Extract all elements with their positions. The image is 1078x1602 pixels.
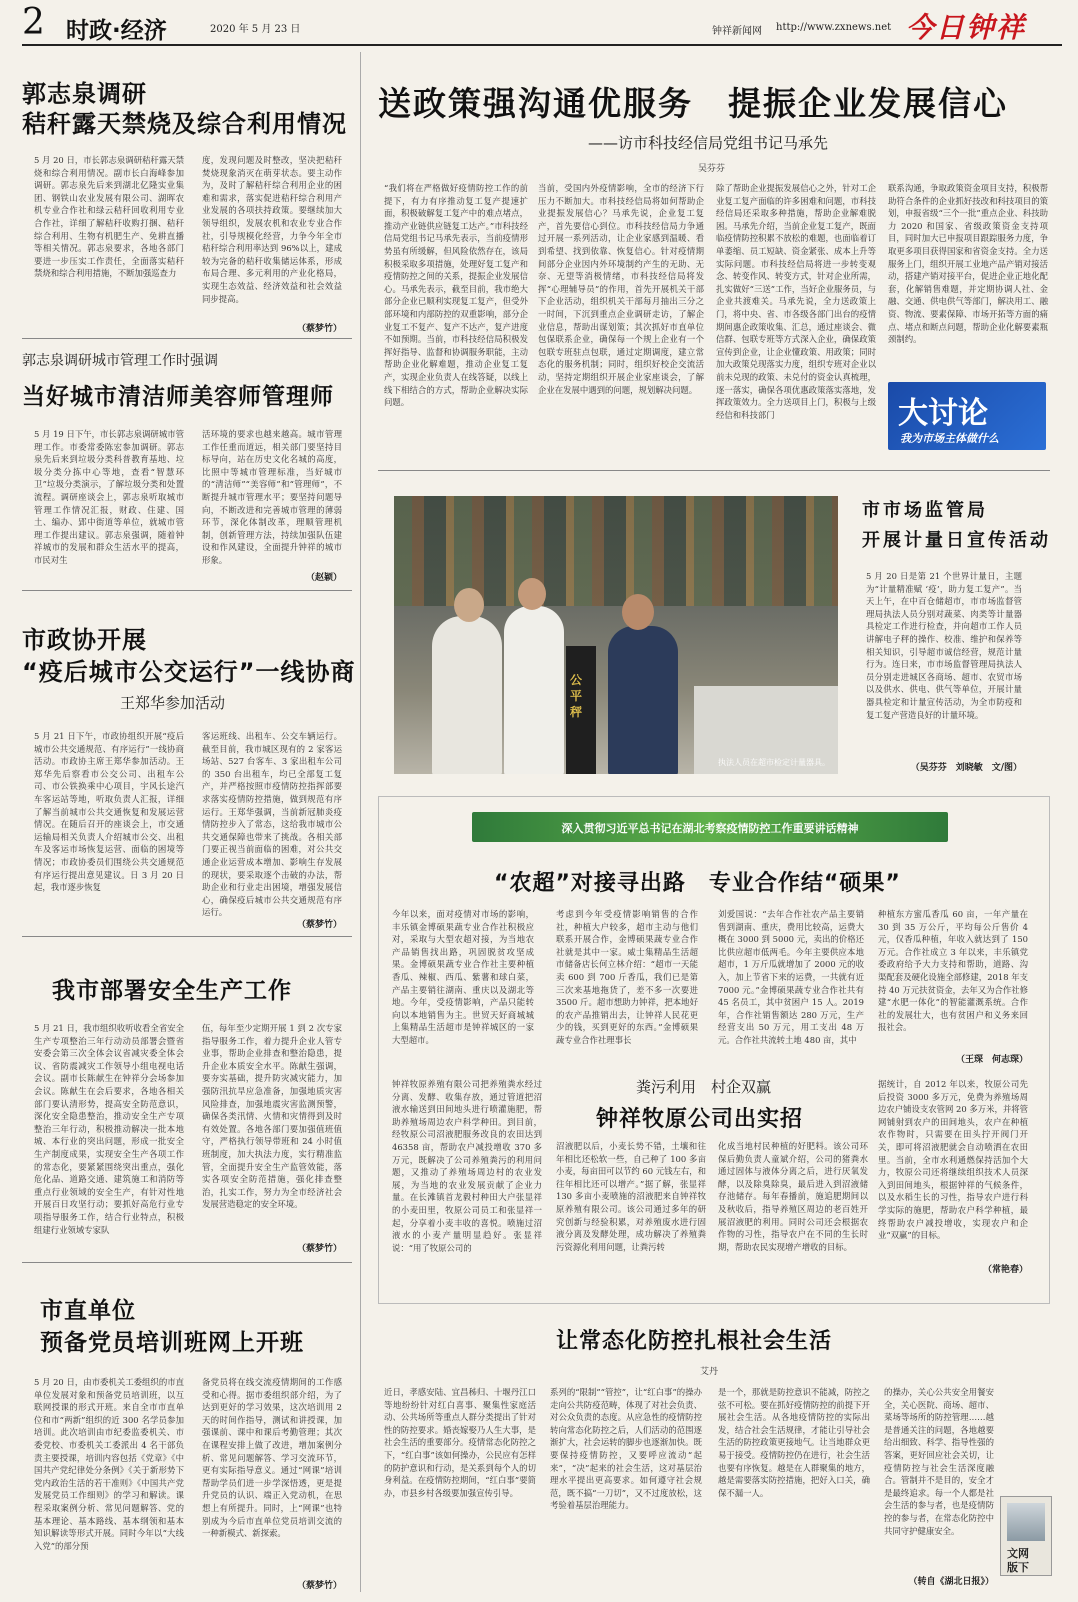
headline: “疫后城市公交运行”一线协商 xyxy=(22,658,356,686)
article-text: 沼液肥以后，小麦长势不错，土壤和往年相比还松软一些，自己种了 100 多亩小麦，每亩田可以节约 60 元钱左右，和往年相比还可以增产。”据了解，张显祥 130 多亩小麦喷施的沼液肥来自钟祥牧原养殖有限公司。该公司通过多年的研究创新与经验积累，对养殖废水进行固液分离及发酵处理，成功解决了养殖粪污资源化利用问题，让粪污转 xyxy=(556,1141,706,1252)
photo-caption: 执法人员在超市检定计量器具。 xyxy=(718,758,830,767)
section-name: 时政·经济 xyxy=(66,18,167,44)
site-url[interactable]: http://www.zxnews.net xyxy=(776,22,892,33)
column-separator xyxy=(360,52,361,1592)
article-text: 联系沟通，争取政策资金项目支持，积极帮助符合条件的企业抓好技改和科技项目的策划，申报省级“三个一批”重点企业、科技助力 2020 和国家、省级政策资金支持项目，同时加大已申报项目跟踪服务力度，争取更多项目获得国家和省资金支持。全力送服务上门，组织开展工业地产品产销对接活动，搭建产销对接平台，促进企业正地化配套，化解销售难题，并定期协调人社、金融、交通、供电供气等部门，解决用工、融资、物流、要素保障、市场开拓等方面的痛点、堵点和断点问题，帮助企业化解要素瓶颈制约。 xyxy=(888,183,1048,345)
article-text: 5 月 20 日，市长郭志泉调研秸秆露天禁烧和综合利用情况。副市长白海峰参加调研。郭志泉先后来到湖北亿隆实业集团、钢铁山农业发展有限公司、湖晖农机专业合作社和绿云秸秆回收利用专业合作社，详细了解秸秆收购打捆、秸秆综合利用、生物有机肥生产、免耕直播等相关情况。郭志泉要求，各地各部门要进一步压实工作责任，全面落实秸秆禁烧和综合利用措施，不断加强巡查力 xyxy=(34,155,184,279)
byline: （蔡梦竹） xyxy=(296,324,342,334)
article-text: 系列的“限制”“管控”，让“红白事”的操办走向公共防疫范畴，体现了对社会负责、对公众负责的态度。从应急性的疫情防控转向常态化防控之后，人们活动的范围逐渐扩大，社会运转的脚步也逐渐加快。既要保持疫情防控，又要呼应流动“起来”，“决”起来的社会生活，这对基层治理水平提出更高要求。如何遵守社会规范，既不搞“一刀切”，又不过度放松，这考验着基层治理能力。 xyxy=(550,1387,702,1511)
byline: （蔡梦竹） xyxy=(296,1244,342,1254)
article-text: 伍，每年至少定期开展 1 到 2 次专家指导服务工作，着力提升企业人管专业事，帮助企业排查和整治隐患，提升企业本质安全水平。陈献生强调，要夯实基础，提升防灾减灾能力，加强防汛抗旱应急准备，加强地质灾害风险排查，加强地震灾害监测预警，确保各类汛情、火情和灾情得到及时有效处置。各地各部门要加强值班值守，严格执行领导带班和 24 小时值班制度，加大执法力度，实行精准监管，全面提升安全生产监管效能，落实各项安全防范措施，强化排查整治，扎实工作，努力为全市经济社会发展营造稳定的安全环境。 xyxy=(202,1023,342,1210)
byline: （王琛 何志琛） xyxy=(955,1055,1028,1065)
article-text: 备党员将在线交流疫情期间的工作感受和心得。据市委组织部介绍，为了达到更好的学习效果，这次培训用 2 天的时间作指导，测试和讲授课，加强课前、课中和课后考勤管理；其次在课程安排上做了改进，增加案例分析、常见问题解答、学习交流环节，更有实际指导意义。通过“网课”培训帮助学员们进一步学深悟透，更是提升党员的认识、端正入党动机，在思想上有所提升。同时，上“网课”也特别成为今后市直单位党员培训交流的一种新模式、新探索。 xyxy=(202,1377,342,1539)
corner-badge-image xyxy=(1007,1503,1045,1541)
photo-person xyxy=(622,594,654,630)
campaign-badge-subtitle: 我为市场主体做什么 xyxy=(900,432,999,445)
article-text: 是一个，那就是防控意识不能减，防控之弦不可松。要在抓好疫情防控的前提下开展社会生活。从各地疫情防控的实际出发，结合社会生活规律，才能让引导社会生活的防控政策更接地气。让当地群众更易于接受。疫情防控仍在进行，社会生活也要有序恢复。越是在人群聚集的地方，越是需要落实防控措施，把好入口关，确保不漏一人。 xyxy=(718,1387,870,1498)
headline: 让常态化防控扎根社会生活 xyxy=(556,1329,833,1354)
lead-headline: 送政策强沟通优服务 提振企业发展信心 xyxy=(378,84,1008,123)
photo-person xyxy=(432,616,502,774)
theme-banner-text: 深入贯彻习近平总书记在湖北考察疫情防控工作重要讲话精神 xyxy=(561,822,859,835)
author: 艾丹 xyxy=(700,1367,719,1377)
article-text: 5 月 19 日下午，市长郭志泉调研城市管理工作。市委常委陈宏参加调研。郭志泉先后来到垃圾分类科普教育基地、垃圾分类分拣中心等地，查看“智慧环卫”垃圾分类演示，了解垃圾分类和处置流程。调研座谈会上，郭志泉听取城市管理工作情况汇报，财政、住建、国土、编办、郢中街道等单位，就城市管理工作提出建议。郭志泉强调，随着钟祥城市的发展和群众生活水平的提高，市民对生 xyxy=(34,429,184,565)
headline: 市直单位 xyxy=(40,1298,136,1324)
headline: 钟祥牧原公司出实招 xyxy=(596,1107,804,1132)
article-text: 钟祥牧原养殖有限公司把养殖粪水经过分离、发酵、收集存放，通过管道把沼液水输送到田间地头进行喷灌施肥，帮助养殖场周边农户科学种田。到目前，经牧原公司沼液肥服务改良的农田达到 46358 亩，帮助农户减投增收 370 多万元，既解决了公司养殖粪污的利用问题，又推动了养殖场周边村的农业发展，为当地的农业发展贡献了企业力量。在长滩镇首龙毅村种田大户张显祥的小麦田里，牧原公司员工和张显祥一起，分享着小麦丰收的喜悦。喷施过沼液水的小麦产量明显趋好。张显祥说：“用了牧原公司的 xyxy=(392,1079,542,1253)
reporter: 吴芬芬 xyxy=(698,164,726,174)
masthead-rule xyxy=(22,44,1062,46)
issue-date: 2020 年 5 月 23 日 xyxy=(210,24,301,35)
byline: （蔡梦竹） xyxy=(296,920,342,930)
article-text: 度，发现问题及时整改，坚决把秸秆焚烧现象消灭在萌芽状态。要主动作为，及时了解秸秆综合利用企业的困难和需求，落实促进秸秆综合利用产业发展的各项扶持政策。要继续加大领导组织，发展农机和农业专业合作社，引导规模化经营，力争今年全市秸秆综合利用率达到 96%以上，建成较为完备的秸秆收集储运体系，形成布局合理、多元利用的产业化格局，实现生态效益、经济效益和社会效益同步提高。 xyxy=(202,155,342,304)
campaign-badge xyxy=(888,382,1046,450)
photo-scale-label: 公平秤 xyxy=(570,673,583,719)
corner-badge-text: 文网 xyxy=(1007,1547,1029,1560)
article-text: 刘爱国说：“去年合作社农产品主要销售到湖南、重庆，费用比较高，运费大概在 3000 到 5000 元，卖出的价格还比供应超市低两毛。今年主要供应本地超市，1 万斤瓜就增加了 2000 元的收入，加上节省下来的运费，一共就有近 7000 元。”金博硕果蔬专业合作社共有 45 名员工，其中贫困户 15 人。2019 年，合作社销售额达 280 万元，生产经营支出 50 万元，用工支出 48 万元。合作社共流转土地 480 亩，其中 xyxy=(718,909,864,1045)
corner-badge-text: 版下 xyxy=(1007,1561,1029,1574)
headline: 开展计量日宣传活动 xyxy=(862,530,1051,551)
article-text: 据统计，自 2012 年以来，牧原公司先后投资 3000 多万元，免费为养殖场周边农户铺设支农管网 20 多万米，并将管网铺射到农户的田间地头，农户在种植农作物时，只需要在田头拧开阀门开关，即可将沼液肥就会自动喷洒在农田里。当前，全市水利通燃保持活加个大力，牧原公司还将继续组织技术人员深入到田间地头，根据钟祥的气候条件，以及水稻生长的习性，指导农户进行科学实际的施肥，帮助农户科学种植，最终帮助农户减投增收，实现农户和企业“双赢”的目标。 xyxy=(878,1079,1028,1241)
headline: 市市场监管局 xyxy=(862,500,988,521)
headline: 当好城市清洁师美容师管理师 xyxy=(22,384,334,410)
site-name: 钟祥新闻网 xyxy=(712,26,762,37)
article-divider xyxy=(22,1262,352,1263)
article-text: 5 月 21 日，我市组织收听收看全省安全生产专项整治三年行动动员部署会暨省安委会第三次全体会议省减灾委全体会议、省防震减灾工作领导小组电视电话会议。副市长陈献生在钟祥分会场参加会议。陈献生在会后要求，各地各相关部门要认清形势，提高安全防范意识，深化安全隐患整治，推动安全生产专项整治三年行动，积极推动解决一批本地城、本行业的突出问题，形成一批安全生产制度成果，实现安全生产各项工作的常态化，要紧紧围绕突出重点，强化危化品、道路交通、建筑施工和消防等重点行业领域的安全生产，有针对性地开展百日攻坚行动；要抓好高危行业专项指导服务工作，结合行业特点，积极组建行业领域专家队 xyxy=(34,1023,184,1235)
photo-person xyxy=(518,578,546,610)
paper-logo: 今日钟祥 xyxy=(906,11,1027,44)
news-photo xyxy=(394,496,838,774)
headline: 市政协开展 xyxy=(22,626,147,654)
headline: 秸秆露天禁烧及综合利用情况 xyxy=(22,110,347,138)
subheadline: 王郑华参加活动 xyxy=(120,694,226,712)
article-text: 种植东方蜜瓜香瓜 60 亩，一年产量在 30 到 35 万公斤，平均每公斤售价 4 元，仅香瓜种植，年收入就达到了 150 万元。合作社成立 3 年以来，丰乐镇党委政府给予大力支持和帮助，道路、沟渠配套及硬化设施全部修建，2018 年支持 40 万元扶贫资金，去年又为合作社修建“水肥一体化”的智能灌溉系统。合作社的发展壮大，也有贫困户和义务来回报社会。 xyxy=(878,909,1028,1033)
article-text: 近日，孝感安陆、宜昌秭归、十堰丹江口等地纷纷针对红白喜事、聚集性家庭活动、公共场所等重点人群分类提出了针对性的防控要求。婚丧嫁娶乃人生大事，是社会生活的重要部分。疫情常态化防控之下，“红白事”该如何操办，公民应有怎样的防护意识和行动，是关系到每个人的切身利益。在疫情防控期间，“红白事”要简办，市县乡村各级要加强宣传引导。 xyxy=(384,1387,536,1498)
byline: （赵颖） xyxy=(305,573,342,583)
source-credit: （转自《湖北日报》） xyxy=(908,1577,994,1587)
lead-subheadline: ——访市科技经信局党组书记马承先 xyxy=(588,134,829,152)
campaign-badge-title: 大讨论 xyxy=(898,396,988,431)
article-text: “我们将在严格做好疫情防控工作的前提下，有力有序推动复工复产提速扩面，积极破解复工复产中的难点堵点，推动产业链供应链复工达产。”市科技经信局党组书记马承先表示，当前疫情形势虽有所缓解，但风险依然存在，该局积极采取多项措施，处理好复工复产和疫情防控之间的关系，提振企业发展信心。马承先表示，截至目前，我市绝大部分企业已顺利实现复工复产，但受外部环境和内部防控的双重影响，部分企业复工不复产、复产不达产，复产进度不如预期。当前，市科技经信局积极发挥好指导、监督和协调服务职能，主动帮助企业化解难题，推动企业复工复产，实现企业负责人在线答疑，以线上线下相结合的方式，帮助企业解决实际问题。 xyxy=(384,183,528,408)
article-text: 客运班线、出租车、公交车辆运行。截至目前，我市城区现有的 2 家客运场站、527 台客车、3 家出租车公司的 350 台出租车，均已全部复工复产，并严格按照市疫情防控指挥部要求落实疫情防控措施，做到规范有序运行。王郑华强调，当前新冠肺炎疫情防控步入了常态，这给我市城市公共交通保障也带来了挑战。各相关部门要正视当前面临的困难，对公共交通企业运营成本增加、影响生存发展的现状，要采取逐个击破的办法，帮助企业和行业走出困境，增强发展信心，确保疫后城市公共交通规范有序运行。 xyxy=(202,731,342,918)
article-text: 化成当地村民种植的好肥料。该公司环保后勤负责人童斌介绍，公司的猪粪水通过固体与液体分离之后，进行厌氧发酵，以及除臭除臭，最后进入到沼液储存池储存。每年春播前，施追肥期间以及秋收后，指导养殖区周边的老百姓开展沼液肥的利用。同时公司还会根据农作物的习性，指导农户在不同的生长时期，帮助农民实现增产增收的目标。 xyxy=(718,1141,868,1252)
byline: （常艳春） xyxy=(982,1265,1028,1275)
headline: “农超”对接寻出路 专业合作结“硕果” xyxy=(494,871,901,896)
corner-badge xyxy=(1000,1496,1052,1576)
article-text: 除了帮助企业提振发展信心之外，针对工企业复工复产面临的许多困难和问题，市科技经信局还采取多种措施，帮助企业解难脱困。马承先介绍，当前企业复工复产，既面临疫情防控积累不放松的难题，也面临着订单萎缩、员工短缺、资金紧张、成本上升等实际问题。市科技经信局将进一步转变观念、转变作风、转变方式，针对企业所需，扎实做好“三送”工作，当好企业服务员，与企业共渡难关。马承先说，全力送政策上门，将中央、省、市各级各部门出台的疫情期间惠企政策收集、汇总，通过座谈会、微信群、包联专班等方式深入企业，确保政策宣传到企业，让企业懂政策、用政策；同时加大政策兑现落实力度，组织专班对企业以前未兑现的政策、未兑付的资金认真梳理，逐一落实，确保各项优惠政策落实落地，发挥政策效力。全力送项目上门，积极与上级经信和科技部门 xyxy=(716,183,876,420)
theme-banner xyxy=(472,812,948,842)
article-text: 活环境的要求也越来越高。城市管理工作任重而道远，相关部门要坚持目标导向，站在历史文化名城的高度，比照中等城市管理标准，当好城市的“清洁师”“美容师”和“管理师”，不断提升城市管理水平；要坚持问题导向，不断改进和完善城市管理的薄弱环节，深化体制改革，理顺管理机制，创新管理方法，持续加强队伍建设和作风建设，全面提升钟祥的城市形象。 xyxy=(202,429,342,565)
headline: 我市部署安全生产工作 xyxy=(52,978,292,1004)
headline: 预备党员培训班网上开班 xyxy=(40,1330,304,1356)
byline: （吴芬芬 刘晓敏 文/图） xyxy=(910,763,1022,773)
article-text: 当前，受国内外疫情影响，全市的经济下行压力不断加大。市科技经信局将如何帮助企业提振发展信心？马承先说，企业复工复产，首先要信心到位。市科技经信局力争通过开展一系列活动，让企业家感到温暖、看到希望、找到依靠、恢复信心。针对疫情期间部分企业因内外环境制约产生的无助、无奈、无望等消极情绪，市科技经信局将发挥“心理辅导员”的作用，首先开展机关干部下企业活动，组织机关干部每月抽出三分之一时间，下沉到重点企业调研走访，了解企业信息，帮助出谋划策；其次抓好市直单位包保联系企业，确保每一个规上企业有一个包联专班驻点包联，通过定期调度，建立常态化的服务机制；同时，组织好校企交流活动，坚持定期组织开展企业家座谈会，了解企业在发展中遇到的问题，规划解决问题。 xyxy=(538,183,704,395)
article-text: 5 月 20 日，由市委机关工委组织的市直单位发展对象和预备党员培训班，以互联网授课的形式开班。来自全市市直单位和市“两新”组织的近 300 名学员参加培训。此次培训由市纪委监委机关、市委党校、市委机关工委派出 4 名干部负责主要授课，培训内容包括《党章》《中国共产党纪律处分条例》《关于新形势下党内政治生活的若干准则》《中国共产党发展党员工作细则》的学习和解读。课程采取案例分析、常见问题解答、党的基本理论、基本路线、基本纲领和基本知识解读等形式开展。同时今年以“大线入党”的部分预 xyxy=(34,1377,184,1551)
article-text: 5 月 21 日下午，市政协组织开展“疫后城市公共交通规范、有序运行”一线协商活动。市政协主席王郑华参加活动。王郑华先后察看市公交公司、出租车公司、市公铁换乘中心项目，宇风长途汽车客运站等地，听取负责人汇报，详细了解当前城市公共交通恢复和发展运营情况。在随后召开的座谈会上，市交通运输局相关负责人介绍城市公交、出租车及客运市场恢复运营、面临的困境等情况；市政协委员们围绕公共交通规范有序运行提出意见建议。日 3 月 20 日起，我市逐步恢复 xyxy=(34,731,184,893)
article-text: 的操办，关心公共安全用餐安全，关心医院、商场、超市、菜场等场所的防控管理……越是普通关注的问题，各地越要给出细致、科学、指导性强的答案，更好回应社会关切，让疫情防控与社会生活深度融合。管制并不是目的，安全才是最终追求。每一个人都是社会生活的参与者，也是疫情防控的参与者，在常态化防控中共同守护健康安全。 xyxy=(884,1387,994,1536)
page-number: 2 xyxy=(22,2,45,43)
byline: （蔡梦竹） xyxy=(296,1581,342,1591)
article-text: 5 月 20 日是第 21 个世界计量日，主题为“计量精准赋 ‘疫’，助力复工复产”。当天上午，在中百仓储超市，市市场监督管理局执法人员分别对蔬菜、肉类等计量器具检定工作进行检查，并向超市工作人员讲解电子秤的操作、校准、维护和保养等相关知识，引导超市诚信经营，规范计量行为。连日来，市市场监督管理局执法人员分别走进城区各商场、超市、农贸市场以及供水、供电、供气等单位，开展计量器具检定和计量宣传活动，为全市防疫和复工复产营造良好的计量环境。 xyxy=(866,571,1022,720)
article-divider xyxy=(378,470,1050,471)
photo-person xyxy=(608,626,678,774)
article-divider xyxy=(22,338,352,339)
article-divider xyxy=(22,590,352,591)
photo-person xyxy=(454,588,484,622)
kicker: 粪污利用 村企双赢 xyxy=(636,1078,772,1096)
article-text: 今年以来，面对疫情对市场的影响，丰乐镇金博硕果蔬专业合作社积极应对，采取与大型农超对接，为当地农产品销售找出路，巩固脱贫攻坚成果。金博硕果蔬专业合作社主要种植香瓜、辣椒、西瓜、紫薯和球白菜，产品主要销往湖南、重庆以及湖北等地。今年，受疫情影响，产品只能转向以本地销售为主。世贸天好商城城上集精品生活超市是钟祥城区的一家大型超市。 xyxy=(392,909,534,1045)
masthead xyxy=(0,0,1078,46)
article-divider xyxy=(22,936,352,937)
article-text: 考虑到今年受疫情影响销售的合作社，种植大户较多，超市主动与他们联系开展合作，金博硕果蔬专业合作社就是其中一家。威士集精品生活超市储备店长何立林介绍：“超市一天能卖 600 到 700 斤香瓜，我们已是第三次来基地拖货了，差不多一次要进 3500 斤。超市想助力钟祥，把本地好的农产品推销出去，让钟祥人民花更少的钱，买到更好的东西。”金博硕果蔬专业合作社理事长 xyxy=(556,909,698,1045)
headline: 郭志泉调研 xyxy=(22,80,147,108)
photo-person xyxy=(504,606,564,774)
kicker: 郭志泉调研城市管理工作时强调 xyxy=(22,353,218,369)
